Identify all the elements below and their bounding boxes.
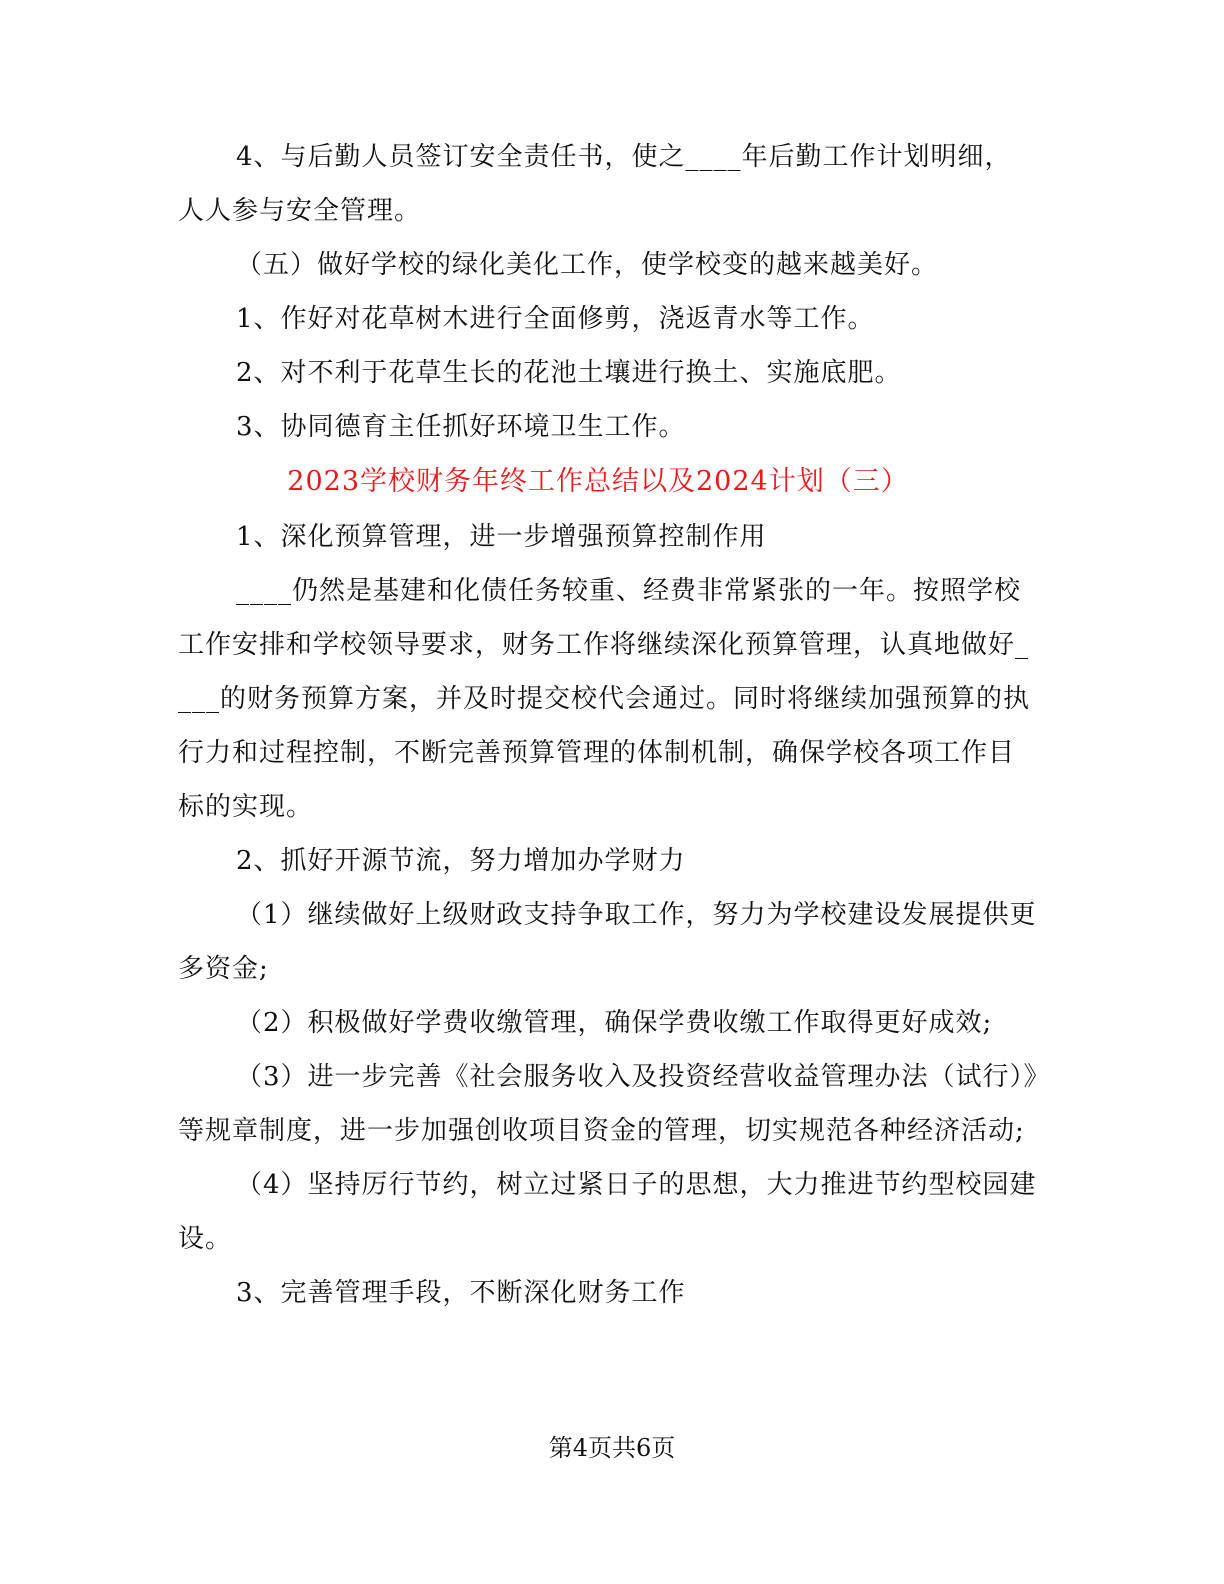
paragraph-revenue-item-4: （4）坚持厉行节约，树立过紧日子的思想，大力推进节约型校园建设。 bbox=[178, 1170, 1037, 1254]
paragraph-revenue-item-1: （1）继续做好上级财政支持争取工作，努力为学校建设发展提供更多资金; bbox=[178, 900, 1037, 984]
paragraph-revenue-item-2: （2）积极做好学费收缴管理，确保学费收缴工作取得更好成效; bbox=[236, 1008, 993, 1038]
page-footer: 第4页共6页 bbox=[548, 1434, 676, 1462]
paragraph-management-title: 3、完善管理手段，不断深化财务工作 bbox=[236, 1278, 686, 1308]
document-body bbox=[178, 130, 1038, 1320]
paragraph-item-3-hygiene: 3、协同德育主任抓好环境卫生工作。 bbox=[236, 412, 686, 442]
paragraph-section-five: （五）做好学校的绿化美化工作，使学校变的越来越美好。 bbox=[236, 250, 939, 280]
paragraph-item-2-soil: 2、对不利于花草生长的花池土壤进行换土、实施底肥。 bbox=[236, 358, 902, 388]
paragraph-budget-body: ____仍然是基建和化债任务较重、经费非常紧张的一年。按照学校工作安排和学校领导要求，财务工作将继续深化预算管理，认真地做好____的财务预算方案，并及时提交校代会通过。同时将继续加强预算的执行力和过程控制，不断完善预算管理的体制机制，确保学校各项工作目标的实现。 bbox=[178, 576, 1031, 822]
paragraph-revenue-item-3: （3）进一步完善《社会服务收入及投资经营收益管理办法（试行）》等规章制度，进一步加强创收项目资金的管理，切实规范各种经济活动; bbox=[178, 1062, 1038, 1146]
paragraph-budget-title: 1、深化预算管理，进一步增强预算控制作用 bbox=[236, 522, 767, 552]
paragraph-item-1-pruning: 1、作好对花草树木进行全面修剪，浇返青水等工作。 bbox=[236, 304, 875, 334]
paragraph-item-4-safety: 4、与后勤人员签订安全责任书，使之____年后勤工作计划明细，人人参与安全管理。 bbox=[178, 142, 1012, 226]
paragraph-revenue-title: 2、抓好开源节流，努力增加办学财力 bbox=[236, 846, 686, 876]
section-heading: 2023学校财务年终工作总结以及2024计划（三） bbox=[287, 466, 909, 497]
